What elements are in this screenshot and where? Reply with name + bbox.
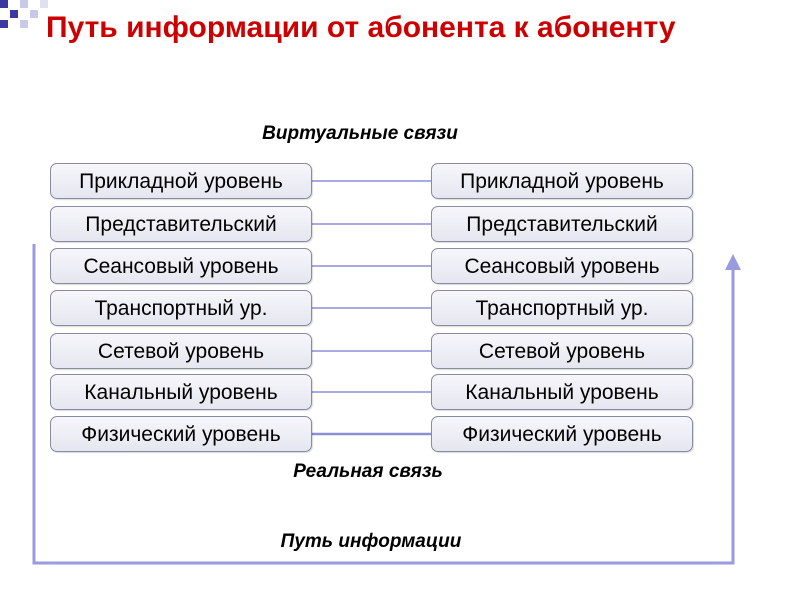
- real-connection-label: Реальная связь: [293, 461, 443, 482]
- left-layer-3: [50, 248, 312, 284]
- right-layer-label: Сеансовый уровень: [464, 254, 660, 278]
- left-layer-label: Канальный уровень: [84, 380, 278, 404]
- left-layer-label: Сеансовый уровень: [83, 254, 279, 278]
- left-layer-2: [50, 206, 312, 242]
- right-layer-label: Канальный уровень: [465, 380, 659, 404]
- right-layer-label: Физический уровень: [462, 422, 662, 446]
- left-layer-label: Прикладной уровень: [79, 169, 283, 193]
- right-layer-label: Представительский: [466, 212, 658, 236]
- information-path-label: Путь информации: [280, 531, 462, 552]
- virtual-connections-label: Виртуальные связи: [262, 123, 458, 144]
- left-layer-5: [50, 333, 312, 369]
- left-layer-4: [50, 290, 312, 326]
- right-layer-label: Транспортный ур.: [475, 296, 649, 320]
- left-layer-label: Транспортный ур.: [94, 296, 268, 320]
- right-layer-3: [431, 248, 693, 284]
- left-layer-label: Физический уровень: [81, 422, 281, 446]
- right-layer-4: [431, 290, 693, 326]
- right-layer-7: [431, 416, 693, 452]
- right-layer-2: [431, 206, 693, 242]
- right-layer-1: [431, 163, 693, 199]
- left-layer-6: [50, 374, 312, 410]
- left-layer-7: [50, 416, 312, 452]
- connector-lines: [312, 181, 431, 434]
- arrow-head-icon: [725, 254, 741, 270]
- right-layer-6: [431, 374, 693, 410]
- slide-title: Путь информации от абонента к абоненту: [46, 11, 676, 44]
- right-layer-label: Прикладной уровень: [460, 169, 664, 193]
- left-layer-label: Сетевой уровень: [97, 339, 265, 363]
- right-layer-5: [431, 333, 693, 369]
- left-layer-label: Представительский: [85, 212, 277, 236]
- right-layer-label: Сетевой уровень: [478, 339, 646, 363]
- left-layer-1: [50, 163, 312, 199]
